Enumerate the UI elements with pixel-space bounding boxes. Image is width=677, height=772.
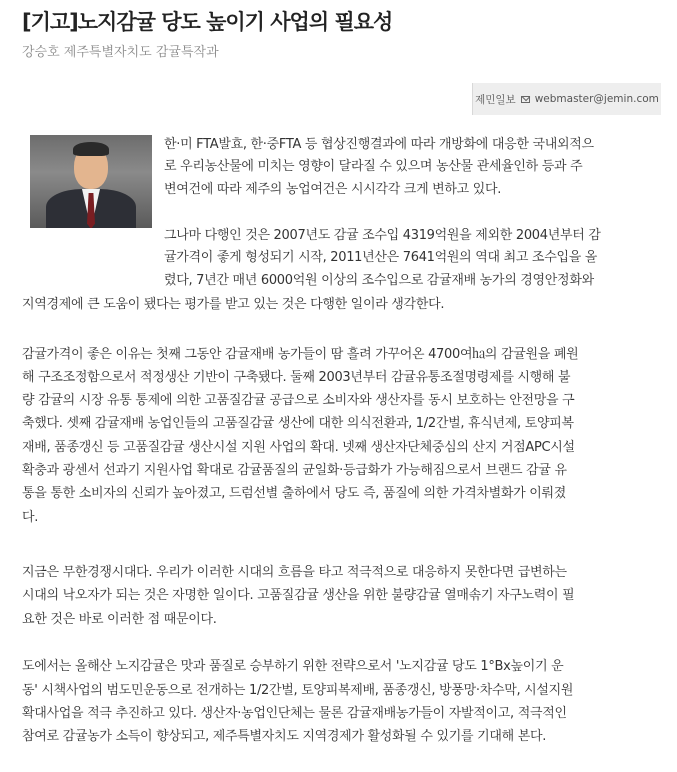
article-title: [기고]노지감귤 당도 높이기 사업의 필요성 [22, 10, 393, 34]
paragraph-line: 통을 통한 소비자의 신뢰가 높아졌고, 드럼선별 출하에서 당도 즉, 품질에 의한 가격차별화가 이뤄졌 [22, 486, 566, 501]
paragraph-line: 감귤가격이 좋은 이유는 첫째 그동안 감귤재배 농가들이 땀 흘려 가꾸어온 4700여㏊의 감귤원을 폐원 [22, 347, 579, 362]
paragraph-line: 시대의 낙오자가 되는 것은 자명한 일이다. 고품질감귤 생산을 위한 불량감귤 열매솎기 자구노력이 필 [22, 588, 575, 603]
paragraph-line: 그나마 다행인 것은 2007년도 감귤 조수입 4319억원을 제외한 2004년부터 감 [164, 228, 601, 243]
paragraph-line: 귤가격이 좋게 형성되기 시작, 2011년산은 7641억원의 역대 최고 조수입을 올 [164, 250, 598, 265]
paragraph-line: 참여로 감귤농가 소득이 향상되고, 제주특별자치도 지역경제가 활성화될 수 있기를 기대해 본다. [22, 729, 547, 744]
source-name: 제민일보 [475, 93, 516, 106]
author-photo [30, 135, 152, 228]
paragraph-line: 지역경제에 큰 도움이 됐다는 평가를 받고 있는 것은 다행한 일이라 생각한다. [22, 297, 445, 312]
paragraph-line: 한·미 FTA발효, 한·중FTA 등 협상진행결과에 따라 개방화에 대응한 국내외적으 [164, 137, 594, 152]
paragraph-line: 렸다, 7년간 매년 6000억원 이상의 조수입으로 감귤재배 농가의 경영안정화와 [164, 273, 594, 288]
paragraph-line: 량 감귤의 시장 유통 통제에 의한 고품질감귤 공급으로 소비자와 생산자를 동시 보호하는 안전망을 구 [22, 393, 575, 408]
source-email[interactable]: webmaster@jemin.com [534, 93, 659, 105]
paragraph-line: 동' 시책사업의 범도민운동으로 전개하는 1/2간벌, 토양피복제배, 품종갱신, 방풍망·차수막, 시설지원 [22, 683, 574, 698]
article-byline: 강승호 제주특별자치도 감귤특작과 [22, 45, 219, 60]
paragraph-line: 재배, 품종갱신 등 고품질감귤 생산시설 지원 사업의 확대. 넷째 생산자단체중심의 산지 거점APC시설 [22, 440, 575, 455]
paragraph-line: 지금은 무한경쟁시대다. 우리가 이러한 시대의 흐름을 타고 적극적으로 대응하지 못한다면 급변하는 [22, 565, 567, 580]
paragraph-line: 도에서는 올해산 노지감귤은 맛과 품질로 승부하기 위한 전략으로서 '노지감귤 당도 1°Bx높이기 운 [22, 659, 564, 674]
paragraph-line: 확대사업을 적극 추진하고 있다. 생산자·농업인단체는 물론 감귤재배농가들이 자발적이고, 적극적인 [22, 706, 567, 721]
source-bar [472, 83, 661, 115]
paragraph-line: 로 우리농산물에 미치는 영향이 달라질 수 있으며 농산물 관세율인하 등과 주 [164, 159, 583, 174]
paragraph-line: 변여건에 따라 제주의 농업여건은 시시각각 크게 변하고 있다. [164, 182, 502, 197]
author-photo-hair [73, 142, 109, 156]
paragraph-line: 확충과 광센서 선과기 지원사업 확대로 감귤품질의 균일화·등급화가 가능해짐으로서 브랜드 감귤 유 [22, 463, 567, 478]
paragraph-line: 해 구조조정함으로서 적정생산 기반이 구축됐다. 둘째 2003년부터 감귤유통조절명령제를 시행해 불 [22, 370, 571, 385]
mail-icon [521, 96, 530, 103]
paragraph-line: 요한 것은 바로 이러한 점 때문이다. [22, 612, 217, 627]
paragraph-line: 다. [22, 510, 39, 525]
paragraph-line: 축했다. 셋째 감귤재배 농업인들의 고품질감귤 생산에 대한 의식전환과, 1/2간벌, 휴식년제, 토양피복 [22, 416, 574, 431]
